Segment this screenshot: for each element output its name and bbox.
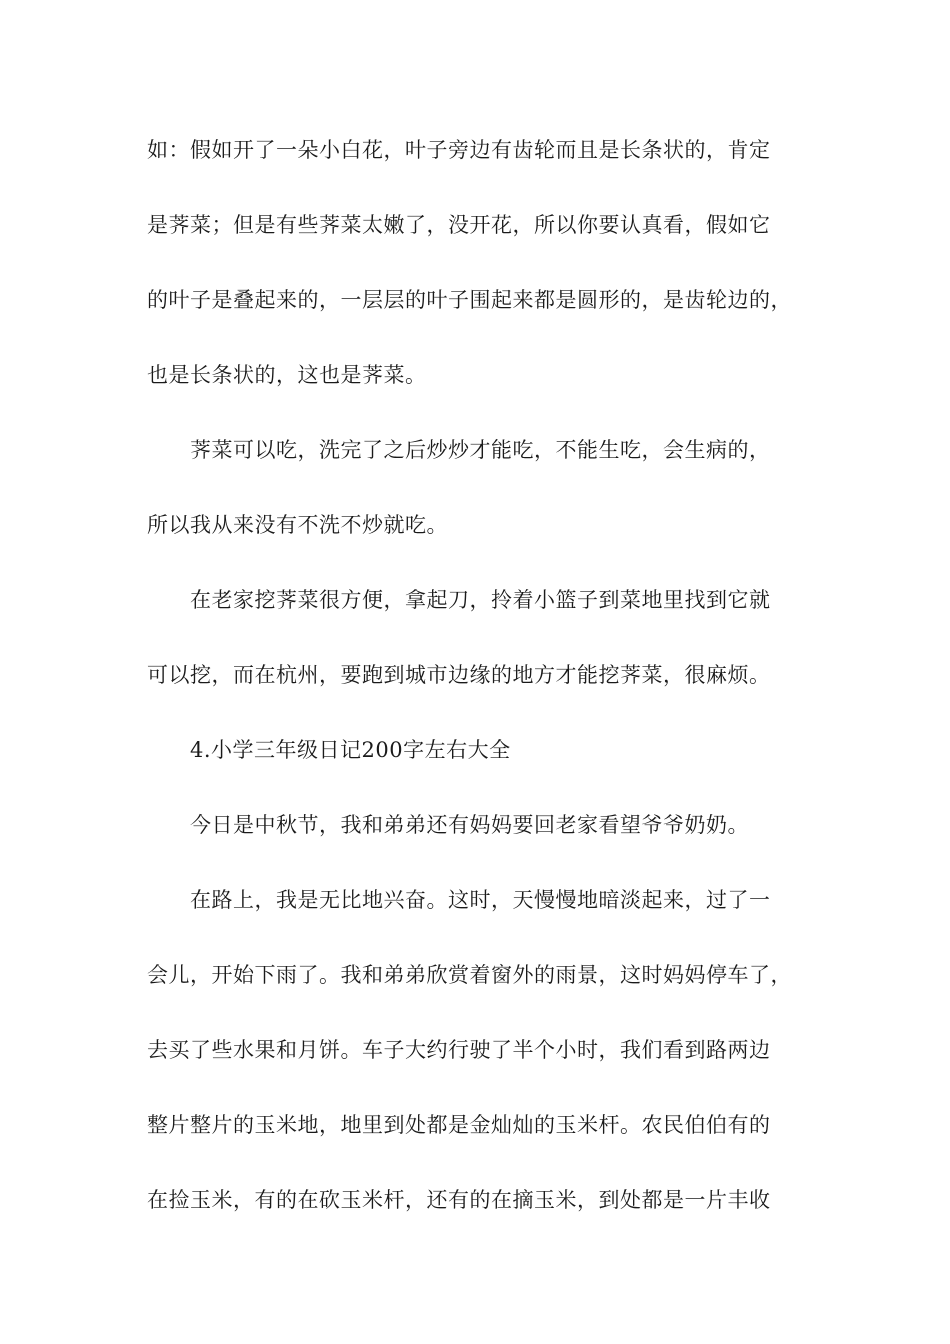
paragraph-line: 的叶子是叠起来的，一层层的叶子围起来都是圆形的，是齿轮边的， xyxy=(147,288,792,312)
paragraph-line: 是荠菜；但是有些荠菜太嫩了，没开花，所以你要认真看，假如它 xyxy=(147,213,771,237)
paragraph-line: 会儿，开始下雨了。我和弟弟欣赏着窗外的雨景，这时妈妈停车了， xyxy=(147,963,792,987)
paragraph-line: 今日是中秋节，我和弟弟还有妈妈要回老家看望爷爷奶奶。 xyxy=(190,813,749,837)
section-heading: 4.小学三年级日记200字左右大全 xyxy=(190,738,511,762)
paragraph-line: 在捡玉米，有的在砍玉米杆，还有的在摘玉米，到处都是一片丰收 xyxy=(147,1188,771,1212)
paragraph-line: 荠菜可以吃，洗完了之后炒炒才能吃，不能生吃，会生病的， xyxy=(190,438,771,462)
paragraph-line: 也是长条状的，这也是荠菜。 xyxy=(147,363,427,387)
paragraph-line: 如：假如开了一朵小白花，叶子旁边有齿轮而且是长条状的，肯定 xyxy=(147,138,771,162)
paragraph-line: 整片整片的玉米地，地里到处都是金灿灿的玉米杆。农民伯伯有的 xyxy=(147,1113,771,1137)
paragraph-line: 在老家挖荠菜很方便，拿起刀，拎着小篮子到菜地里找到它就 xyxy=(190,588,771,612)
paragraph-line: 所以我从来没有不洗不炒就吃。 xyxy=(147,513,448,537)
paragraph-line: 去买了些水果和月饼。车子大约行驶了半个小时，我们看到路两边 xyxy=(147,1038,771,1062)
paragraph-line: 可以挖，而在杭州，要跑到城市边缘的地方才能挖荠菜，很麻烦。 xyxy=(147,663,771,687)
paragraph-line: 在路上，我是无比地兴奋。这时，天慢慢地暗淡起来，过了一 xyxy=(190,888,771,912)
